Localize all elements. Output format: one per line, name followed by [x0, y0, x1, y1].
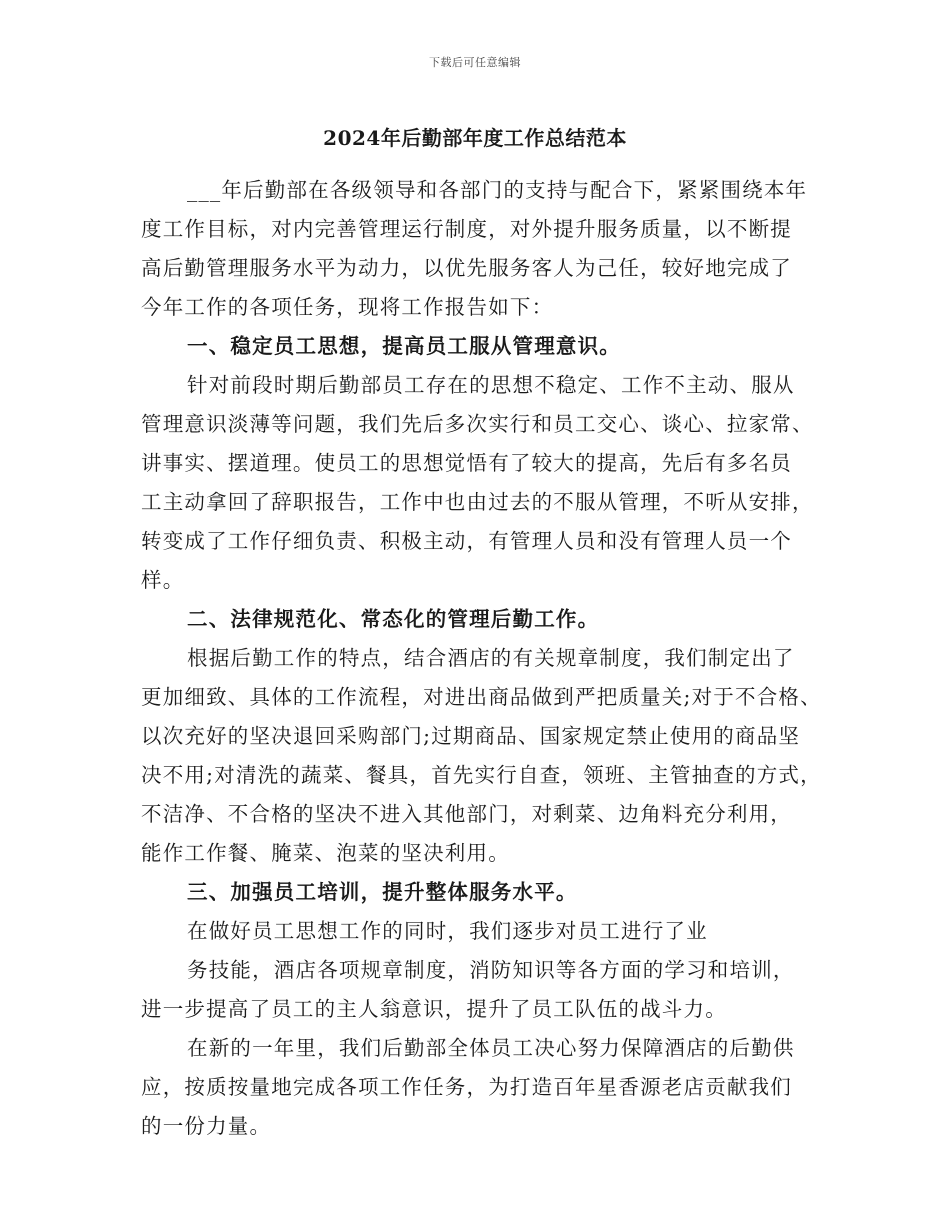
- paragraph-line: 进一步提高了员工的主人翁意识，提升了员工队伍的战斗力。: [141, 997, 727, 1021]
- section-heading-3: 三、加强员工培训，提升整体服务水平。: [187, 880, 578, 904]
- header-note: 下载后可任意编辑: [429, 56, 521, 69]
- paragraph-line: 度工作目标，对内完善管理运行制度，对外提升服务质量，以不断提: [141, 217, 792, 241]
- document-title: 2024年后勤部年度工作总结范本: [323, 126, 627, 150]
- paragraph-line: 应，按质按量地完成各项工作任务，为打造百年星香源老店贡献我们: [141, 1075, 792, 1099]
- paragraph-line: 在新的一年里，我们后勤部全体员工决心努力保障酒店的后勤供: [187, 1036, 795, 1060]
- paragraph-line: 以次充好的坚决退回采购部门;过期商品、国家规定禁止使用的商品坚: [141, 724, 801, 748]
- paragraph-line: 样。: [141, 568, 185, 592]
- paragraph-line: 务技能，酒店各项规章制度，消防知识等各方面的学习和培训，: [187, 958, 795, 982]
- paragraph-line: 转变成了工作仔细负责、积极主动，有管理人员和没有管理人员一个: [141, 529, 792, 553]
- paragraph-line: 在做好员工思想工作的同时，我们逐步对员工进行了业: [187, 919, 708, 943]
- paragraph-line: 更加细致、具体的工作流程，对进出商品做到严把质量关;对于不合格、: [141, 685, 822, 709]
- paragraph-line: 今年工作的各项任务，现将工作报告如下：: [141, 295, 554, 319]
- section-heading-1: 一、稳定员工思想，提高员工服从管理意识。: [187, 334, 621, 358]
- paragraph-line: ___年后勤部在各级领导和各部门的支持与配合下，紧紧围绕本年: [187, 178, 808, 202]
- paragraph-line: 不洁净、不合格的坚决不进入其他部门，对剩菜、边角料充分利用，: [141, 802, 792, 826]
- paragraph-line: 讲事实、摆道理。使员工的思想觉悟有了较大的提高，先后有多名员: [141, 451, 792, 475]
- paragraph-line: 决不用;对清洗的蔬菜、餐具，首先实行自查，领班、主管抽查的方式，: [141, 763, 822, 787]
- paragraph-line: 的一份力量。: [141, 1114, 272, 1138]
- section-heading-2: 二、法律规范化、常态化的管理后勤工作。: [187, 607, 600, 631]
- paragraph-line: 针对前段时期后勤部员工存在的思想不稳定、工作不主动、服从: [187, 373, 795, 397]
- paragraph-line: 根据后勤工作的特点，结合酒店的有关规章制度，我们制定出了: [187, 646, 795, 670]
- paragraph-line: 管理意识淡薄等问题，我们先后多次实行和员工交心、谈心、拉家常、: [141, 412, 814, 436]
- paragraph-line: 能作工作餐、腌菜、泡菜的坚决利用。: [141, 841, 510, 865]
- paragraph-line: 工主动拿回了辞职报告，工作中也由过去的不服从管理，不听从安排，: [141, 490, 814, 514]
- paragraph-line: 高后勤管理服务水平为动力，以优先服务客人为己任，较好地完成了: [141, 256, 792, 280]
